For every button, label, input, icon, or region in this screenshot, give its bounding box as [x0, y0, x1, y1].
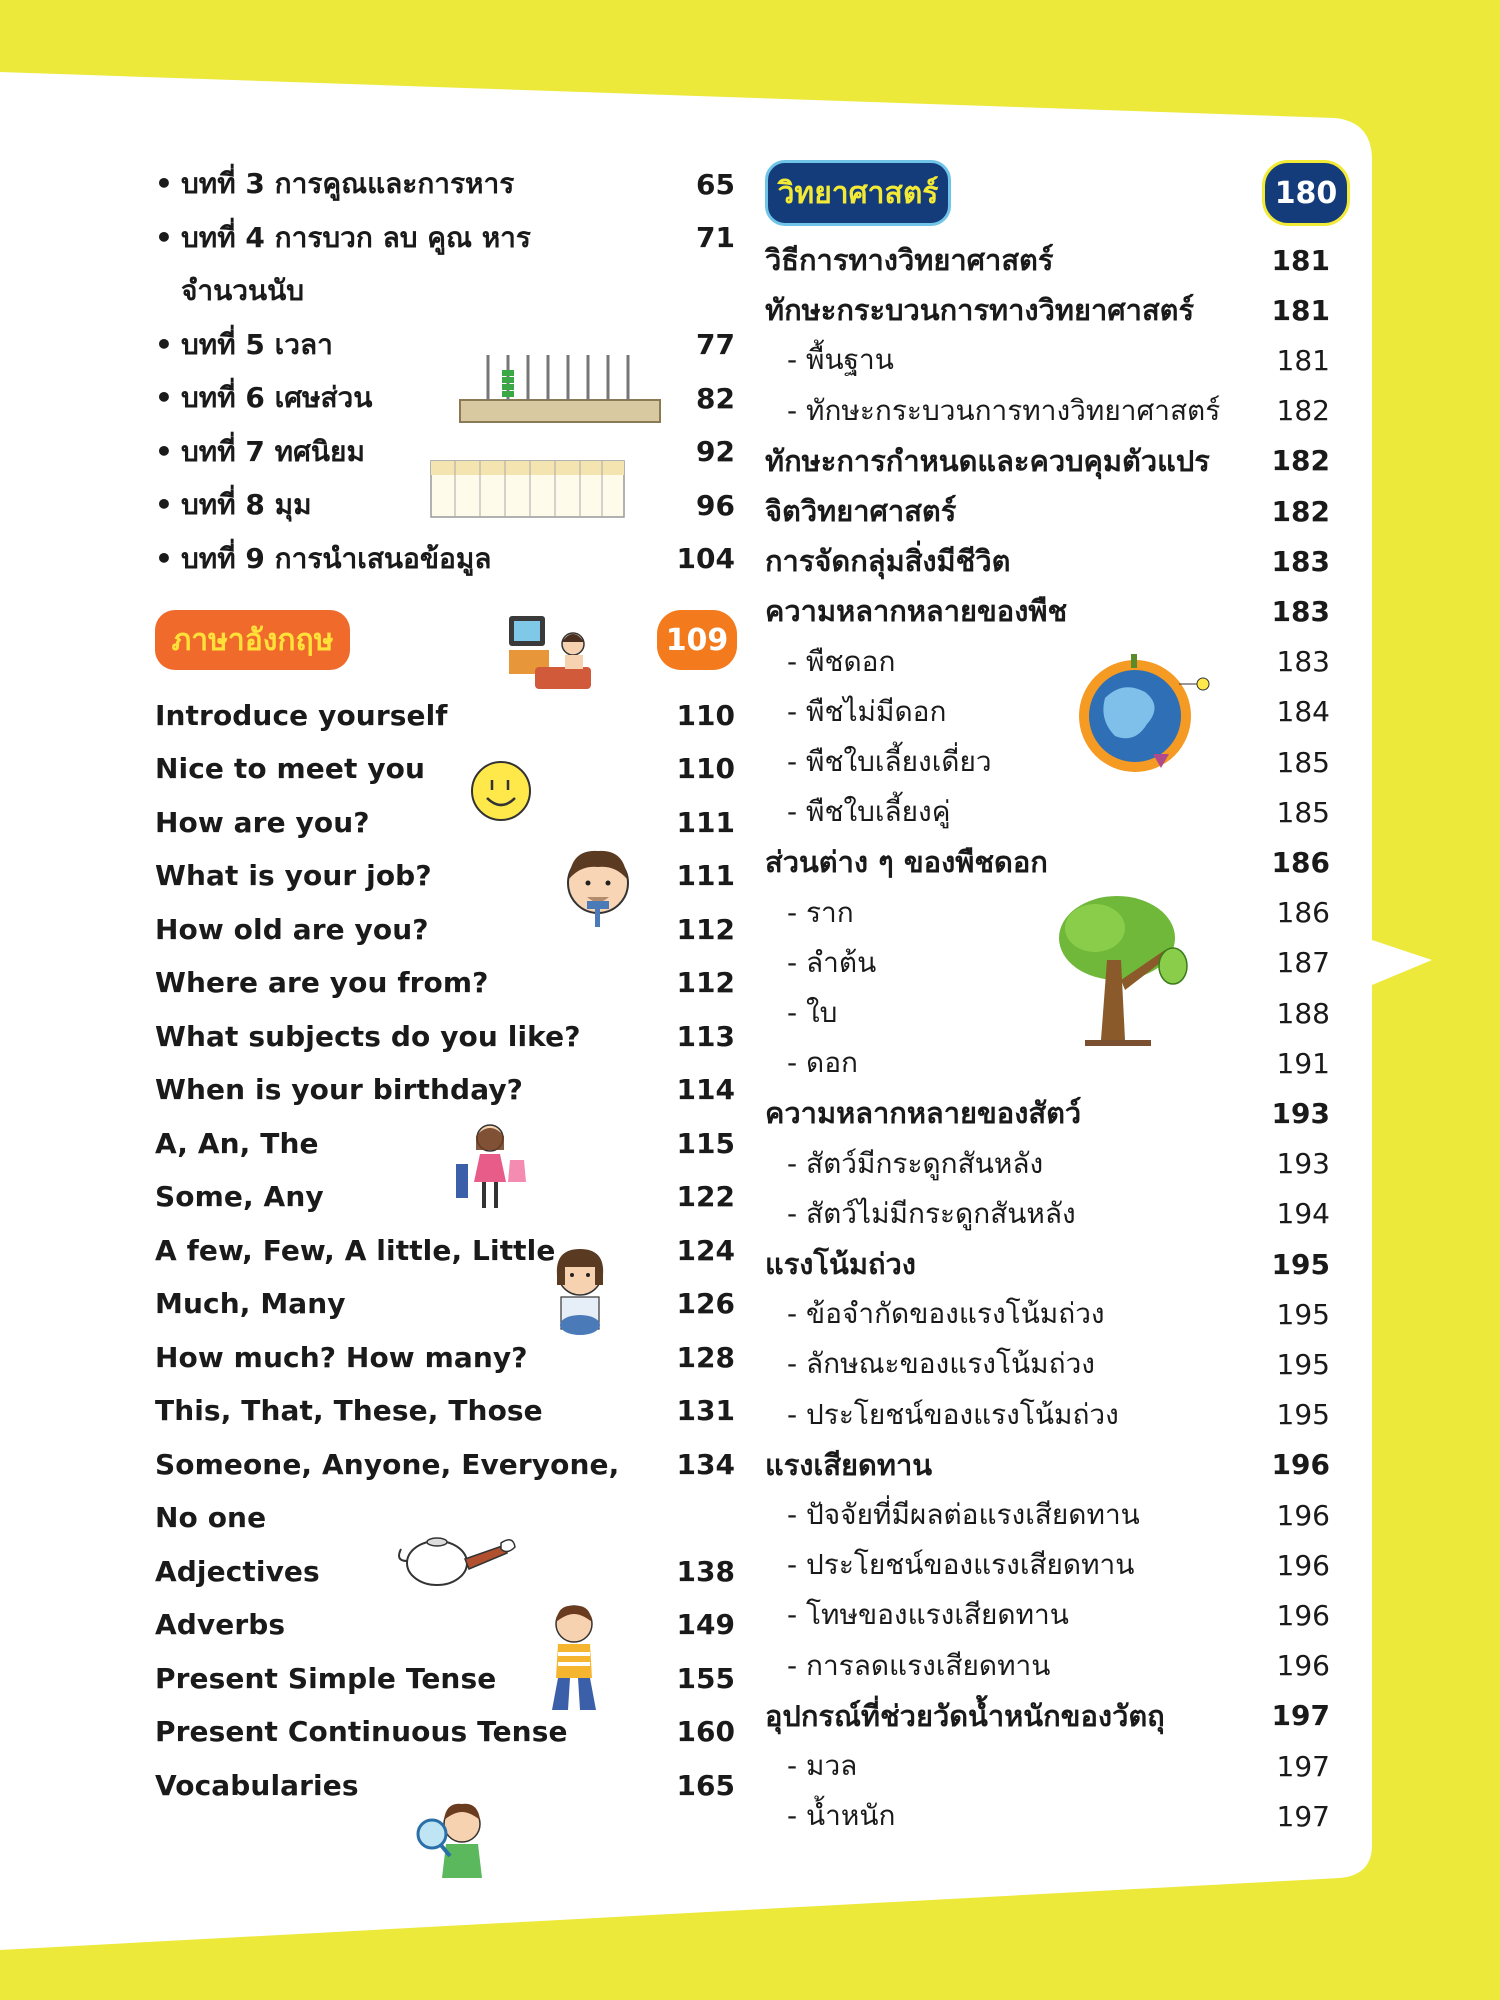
science-topic-text: ทักษะการกำหนดและควบคุมตัวแปร [765, 443, 1210, 478]
science-topic-text: - ประโยชน์ของแรงเสียดทาน [787, 1548, 1135, 1582]
math-chapter-row [155, 539, 735, 579]
abacus-illustration [458, 350, 663, 425]
math-chapter-label [155, 323, 333, 367]
english-topic-text: Present Continuous Tense [155, 1715, 568, 1748]
math-chapter-label [155, 162, 514, 206]
english-topic-page-number: 111 [676, 859, 735, 892]
science-topic-text: ทักษะกระบวนการทางวิทยาศาสตร์ [765, 293, 1195, 328]
english-topic-label [155, 1234, 555, 1267]
science-topic-page-number: 195 [1276, 1297, 1330, 1331]
science-topic-row [765, 1746, 1330, 1786]
math-chapter-row [155, 164, 735, 204]
english-topic-text: When is your birthday? [155, 1073, 524, 1106]
science-topic-page-number: 194 [1276, 1197, 1330, 1231]
science-topic-text: แรงเสียดทาน [765, 1447, 933, 1482]
science-topic-row [765, 1445, 1330, 1485]
english-topic-label [155, 699, 448, 732]
science-topic-page-number: 196 [1276, 1598, 1330, 1632]
english-topic-label [155, 1555, 320, 1588]
english-topic-page-number: 134 [676, 1447, 735, 1481]
science-topic-label [765, 640, 895, 684]
english-section-page: 109 [657, 610, 737, 670]
science-topic-text: - สัตว์ไม่มีกระดูกสันหลัง [787, 1196, 1076, 1230]
boy-face-illustration [563, 845, 633, 930]
science-topic-page-number: 181 [1276, 343, 1330, 377]
teapot-illustration [395, 1525, 520, 1590]
science-topic-row [765, 1194, 1330, 1234]
english-topic-label [155, 1501, 266, 1534]
boy-magnifier-illustration [412, 1798, 492, 1880]
science-topic-row [765, 391, 1330, 431]
science-topic-label [765, 1794, 895, 1838]
english-topic-label [155, 1287, 346, 1320]
science-topic-text: - ข้อจำกัดของแรงโน้มถ่วง [787, 1297, 1105, 1331]
science-topic-page-number: 196 [1276, 1649, 1330, 1683]
english-topic-label [155, 913, 429, 946]
english-topic-text: Present Simple Tense [155, 1661, 497, 1695]
english-topic-row [155, 802, 735, 842]
science-topic-text: - พืชไม่มีดอก [787, 694, 947, 728]
science-topic-page-number: 195 [1276, 1398, 1330, 1432]
science-topic-row [765, 290, 1330, 330]
science-topic-text: วิธีการทางวิทยาศาสตร์ [765, 243, 1054, 277]
english-topic-row [155, 856, 735, 896]
science-topic-label [765, 1393, 1119, 1437]
english-topic-page-number: 112 [676, 966, 735, 999]
science-topic-row [765, 943, 1330, 983]
english-topic-label [155, 1020, 581, 1053]
english-topic-page-number: 110 [676, 698, 735, 732]
science-topic-label [765, 1192, 1076, 1236]
science-topic-label [765, 891, 854, 935]
science-topic-row [765, 1395, 1330, 1435]
jumping-boy-illustration [540, 1598, 608, 1718]
english-topic-page-number: 112 [676, 912, 735, 946]
science-topic-page-number: 185 [1276, 745, 1330, 779]
math-chapter-text: จำนวนนับ [181, 274, 305, 307]
english-topic-page-number: 165 [676, 1768, 735, 1802]
science-section-page: 180 [1262, 160, 1350, 226]
tree-illustration [1055, 890, 1215, 1055]
english-section-title: ภาษาอังกฤษ [155, 610, 350, 670]
science-topic-page-number: 193 [1276, 1147, 1330, 1181]
english-topic-row [155, 1177, 735, 1217]
science-topic-label [765, 287, 1194, 333]
math-chapter-label [155, 430, 365, 474]
science-topic-page-number: 182 [1271, 444, 1330, 478]
science-topic-text: - มวล [787, 1749, 858, 1782]
english-topic-text: A, An, The [155, 1126, 319, 1160]
english-topic-page-number: 122 [676, 1180, 735, 1213]
math-chapter-text: บทที่ 6 เศษส่วน [181, 381, 373, 414]
science-topic-row [765, 1043, 1330, 1083]
science-topic-label [765, 1744, 857, 1788]
science-topic-page-number: 183 [1271, 594, 1330, 628]
math-chapter-label [155, 483, 312, 527]
math-chapter-page-number: 96 [696, 488, 735, 522]
science-topic-row [765, 792, 1330, 832]
math-chapter-row [155, 218, 735, 258]
science-topic-page-number: 195 [1276, 1347, 1330, 1381]
science-topic-page-number: 197 [1276, 1799, 1330, 1833]
science-topic-page-number: 183 [1271, 544, 1330, 578]
girl-dress-illustration [452, 1120, 527, 1215]
math-chapter-page-number: 65 [696, 167, 735, 201]
english-topic-row [155, 1658, 735, 1698]
science-topic-text: - ลักษณะของแรงโน้มถ่วง [787, 1347, 1095, 1381]
english-topic-row [155, 1605, 735, 1645]
english-topic-page-number: 113 [676, 1019, 735, 1053]
science-topic-label [765, 1493, 1140, 1537]
english-topic-text: Adjectives [155, 1554, 320, 1588]
bullet-icon: • [155, 327, 173, 361]
science-topic-row [765, 1144, 1330, 1184]
english-topic-label [155, 1180, 324, 1213]
english-topic-text: Introduce yourself [155, 698, 448, 732]
science-topic-text: - โทษของแรงเสียดทาน [787, 1598, 1069, 1632]
science-topic-text: - ปัจจัยที่มีผลต่อแรงเสียดทาน [787, 1498, 1140, 1531]
science-topic-page-number: 197 [1271, 1699, 1330, 1733]
science-topic-text: ส่วนต่าง ๆ ของพืชดอก [765, 845, 1048, 880]
science-topic-label [765, 1693, 1165, 1739]
english-topic-page-number: 155 [676, 1661, 735, 1695]
english-topic-label [155, 1608, 285, 1641]
science-topic-label [765, 438, 1210, 484]
science-topic-row [765, 1294, 1330, 1334]
science-topic-page-number: 186 [1271, 845, 1330, 879]
place-value-chart-illustration [430, 460, 625, 518]
english-topic-label [155, 1662, 496, 1695]
science-topic-row [765, 1344, 1330, 1384]
science-topic-row [765, 1495, 1330, 1535]
bullet-icon: • [155, 167, 173, 200]
science-topic-text: จิตวิทยาศาสตร์ [765, 494, 957, 528]
english-topic-text: Much, Many [155, 1287, 346, 1320]
science-topic-row [765, 340, 1330, 380]
science-topic-label [765, 1041, 858, 1085]
english-topic-label [155, 1715, 568, 1748]
english-topic-text: Nice to meet you [155, 752, 426, 785]
science-topic-text: - การลดแรงเสียดทาน [787, 1648, 1051, 1682]
english-topic-label [155, 806, 370, 839]
science-topic-page-number: 186 [1276, 896, 1330, 930]
math-chapter-label [155, 216, 531, 260]
english-topic-page-number: 128 [676, 1340, 735, 1374]
science-topic-row [765, 240, 1330, 280]
science-topic-label [765, 690, 946, 734]
english-topic-page-number: 149 [676, 1608, 735, 1641]
bullet-icon: • [155, 381, 173, 414]
english-topic-page-number: 124 [676, 1233, 735, 1267]
science-topic-label [765, 588, 1067, 634]
english-topic-label [155, 859, 432, 892]
science-topic-row [765, 993, 1330, 1033]
science-topic-text: - ใบ [787, 996, 838, 1029]
science-topic-label [765, 1543, 1134, 1587]
math-chapter-label [155, 376, 372, 420]
science-topic-page-number: 181 [1271, 243, 1330, 277]
english-topic-text: Vocabularies [155, 1768, 359, 1802]
english-topic-page-number: 138 [676, 1554, 735, 1588]
bullet-icon: • [155, 220, 173, 254]
science-topic-page-number: 182 [1271, 494, 1330, 528]
english-topic-row [155, 1444, 735, 1484]
girl-student-illustration [545, 1245, 615, 1340]
science-topic-label [765, 839, 1048, 885]
english-topic-text: Someone, Anyone, Everyone, [155, 1447, 620, 1481]
science-topic-row [765, 1545, 1330, 1585]
science-topic-page-number: 184 [1276, 695, 1330, 729]
math-chapter-label [155, 269, 304, 313]
english-topic-label [155, 1341, 528, 1374]
math-chapter-text: บทที่ 5 เวลา [181, 327, 333, 361]
english-topic-text: Where are you from? [155, 966, 489, 999]
science-topic-page-number: 196 [1276, 1548, 1330, 1582]
english-topic-row [155, 1016, 735, 1056]
science-topic-label [765, 1644, 1050, 1688]
english-topic-row [155, 1712, 735, 1752]
math-chapter-text: บทที่ 4 การบวก ลบ คูณ หาร [181, 220, 531, 254]
english-topic-text: No one [155, 1501, 267, 1534]
science-topic-page-number: 197 [1276, 1749, 1330, 1783]
english-topic-label [155, 1073, 523, 1106]
bullet-icon: • [155, 434, 173, 468]
science-topic-text: - น้ำหนัก [787, 1799, 896, 1833]
english-topic-text: What is your job? [155, 859, 432, 892]
science-topic-label [765, 1241, 916, 1287]
math-chapter-page-number: 104 [676, 542, 735, 575]
science-topic-text: - ลำต้น [787, 945, 877, 979]
english-topic-page-number: 114 [676, 1073, 735, 1106]
science-topic-label [765, 488, 956, 534]
science-topic-row [765, 1646, 1330, 1686]
science-topic-text: - พืชใบเลี้ยงเดี่ยว [787, 745, 992, 778]
science-topic-page-number: 185 [1276, 795, 1330, 829]
science-topic-row [765, 842, 1330, 882]
english-topic-text: How much? How many? [155, 1340, 528, 1374]
science-topic-page-number: 191 [1276, 1046, 1330, 1080]
math-chapter-page-number: 71 [696, 221, 735, 254]
science-topic-text: - ประโยชน์ของแรงโน้มถ่วง [787, 1397, 1119, 1431]
science-topic-label [765, 1090, 1081, 1136]
english-topic-page-number: 160 [676, 1715, 735, 1748]
science-topic-row [765, 1093, 1330, 1133]
science-topic-row [765, 441, 1330, 481]
english-topic-row [155, 695, 735, 735]
english-topic-text: How old are you? [155, 912, 429, 946]
english-topic-text: Adverbs [155, 1608, 286, 1641]
english-topic-page-number: 131 [676, 1394, 735, 1427]
science-topic-page-number: 183 [1276, 645, 1330, 679]
science-topic-text: - พื้นฐาน [787, 343, 894, 377]
english-topic-row [155, 1123, 735, 1163]
science-topic-label [765, 941, 876, 985]
english-topic-page-number: 111 [676, 805, 735, 839]
math-chapter-row [155, 271, 735, 311]
english-topic-row [155, 749, 735, 789]
english-topic-row [155, 1284, 735, 1324]
english-topic-text: How are you? [155, 805, 370, 839]
english-topic-row [155, 1337, 735, 1377]
science-section-title: วิทยาศาสตร์ [765, 160, 951, 226]
science-topic-text: - พืชดอก [787, 644, 896, 678]
science-topic-label [765, 1342, 1095, 1386]
science-topic-text: การจัดกลุ่มสิ่งมีชีวิต [765, 544, 1011, 579]
english-topic-label [155, 966, 489, 999]
english-topic-text: Some, Any [155, 1180, 324, 1213]
math-chapter-text: บทที่ 9 การนำเสนอข้อมูล [181, 541, 492, 575]
english-topic-text: A few, Few, A little, Little [155, 1233, 556, 1267]
science-topic-page-number: 196 [1276, 1498, 1330, 1532]
science-topic-text: แรงโน้มถ่วง [765, 1247, 916, 1281]
smiley-face-illustration [470, 758, 532, 824]
science-topic-label [765, 1292, 1105, 1336]
science-topic-text: - ราก [787, 895, 854, 929]
bullet-icon: • [155, 541, 173, 575]
science-topic-page-number: 193 [1271, 1096, 1330, 1130]
english-topic-page-number: 126 [676, 1287, 735, 1320]
english-topic-row [155, 909, 735, 949]
english-topic-row [155, 1070, 735, 1110]
science-topic-row [765, 591, 1330, 631]
science-topic-row [765, 1696, 1330, 1736]
science-topic-text: - สัตว์มีกระดูกสันหลัง [787, 1146, 1044, 1180]
science-topic-label [765, 338, 894, 382]
science-topic-label [765, 1593, 1069, 1637]
math-chapter-page-number: 92 [696, 435, 735, 468]
english-topic-label [155, 1394, 543, 1427]
science-topic-label [765, 1442, 932, 1488]
science-topic-row [765, 491, 1330, 531]
english-topic-row [155, 963, 735, 1003]
english-topic-page-number: 110 [676, 752, 735, 785]
english-topic-page-number: 115 [676, 1126, 735, 1160]
math-chapter-text: บทที่ 7 ทศนิยม [181, 434, 365, 468]
math-chapter-label [155, 537, 491, 581]
science-topic-row [765, 1244, 1330, 1284]
science-topic-text: - ดอก [787, 1046, 858, 1080]
science-topic-label [765, 740, 992, 784]
english-topic-row [155, 1230, 735, 1270]
english-topic-label [155, 1127, 319, 1160]
science-topic-row [765, 1595, 1330, 1635]
english-topic-text: This, That, These, Those [155, 1394, 543, 1427]
science-topic-label [765, 790, 950, 834]
computer-boy-illustration [505, 612, 595, 692]
math-chapter-text: บทที่ 3 การคูณและการหาร [181, 167, 515, 200]
science-topic-page-number: 195 [1271, 1247, 1330, 1281]
science-topic-label [765, 237, 1053, 283]
science-topic-row [765, 1796, 1330, 1836]
science-topic-label [765, 538, 1010, 584]
science-topic-text: - พืชใบเลี้ยงคู่ [787, 795, 951, 829]
science-topic-row [765, 893, 1330, 933]
science-topic-page-number: 181 [1271, 293, 1330, 327]
english-topic-text: What subjects do you like? [155, 1019, 581, 1053]
science-topic-text: ความหลากหลายของพืช [765, 594, 1068, 629]
math-chapter-text: บทที่ 8 มุม [181, 488, 312, 521]
science-topic-label [765, 1142, 1043, 1186]
math-chapter-page-number: 82 [696, 381, 735, 415]
english-topic-label [155, 752, 425, 785]
science-topic-text: อุปกรณ์ที่ช่วยวัดน้ำหนักของวัตถุ [765, 1698, 1165, 1733]
bullet-icon: • [155, 488, 173, 521]
science-topic-row [765, 541, 1330, 581]
globe-illustration [1075, 650, 1255, 780]
science-topic-text: ความหลากหลายของสัตว์ [765, 1096, 1082, 1131]
science-topic-page-number: 187 [1276, 946, 1330, 980]
math-chapter-page-number: 77 [696, 328, 735, 361]
science-topic-label [765, 389, 1220, 433]
science-topic-page-number: 182 [1276, 394, 1330, 428]
science-topic-text: - ทักษะกระบวนการทางวิทยาศาสตร์ [787, 393, 1221, 427]
science-topic-page-number: 188 [1276, 996, 1330, 1030]
english-topic-label [155, 1448, 619, 1481]
english-topic-row [155, 1391, 735, 1431]
english-topic-label [155, 1769, 359, 1802]
science-topic-page-number: 196 [1271, 1448, 1330, 1482]
science-topic-label [765, 991, 837, 1035]
